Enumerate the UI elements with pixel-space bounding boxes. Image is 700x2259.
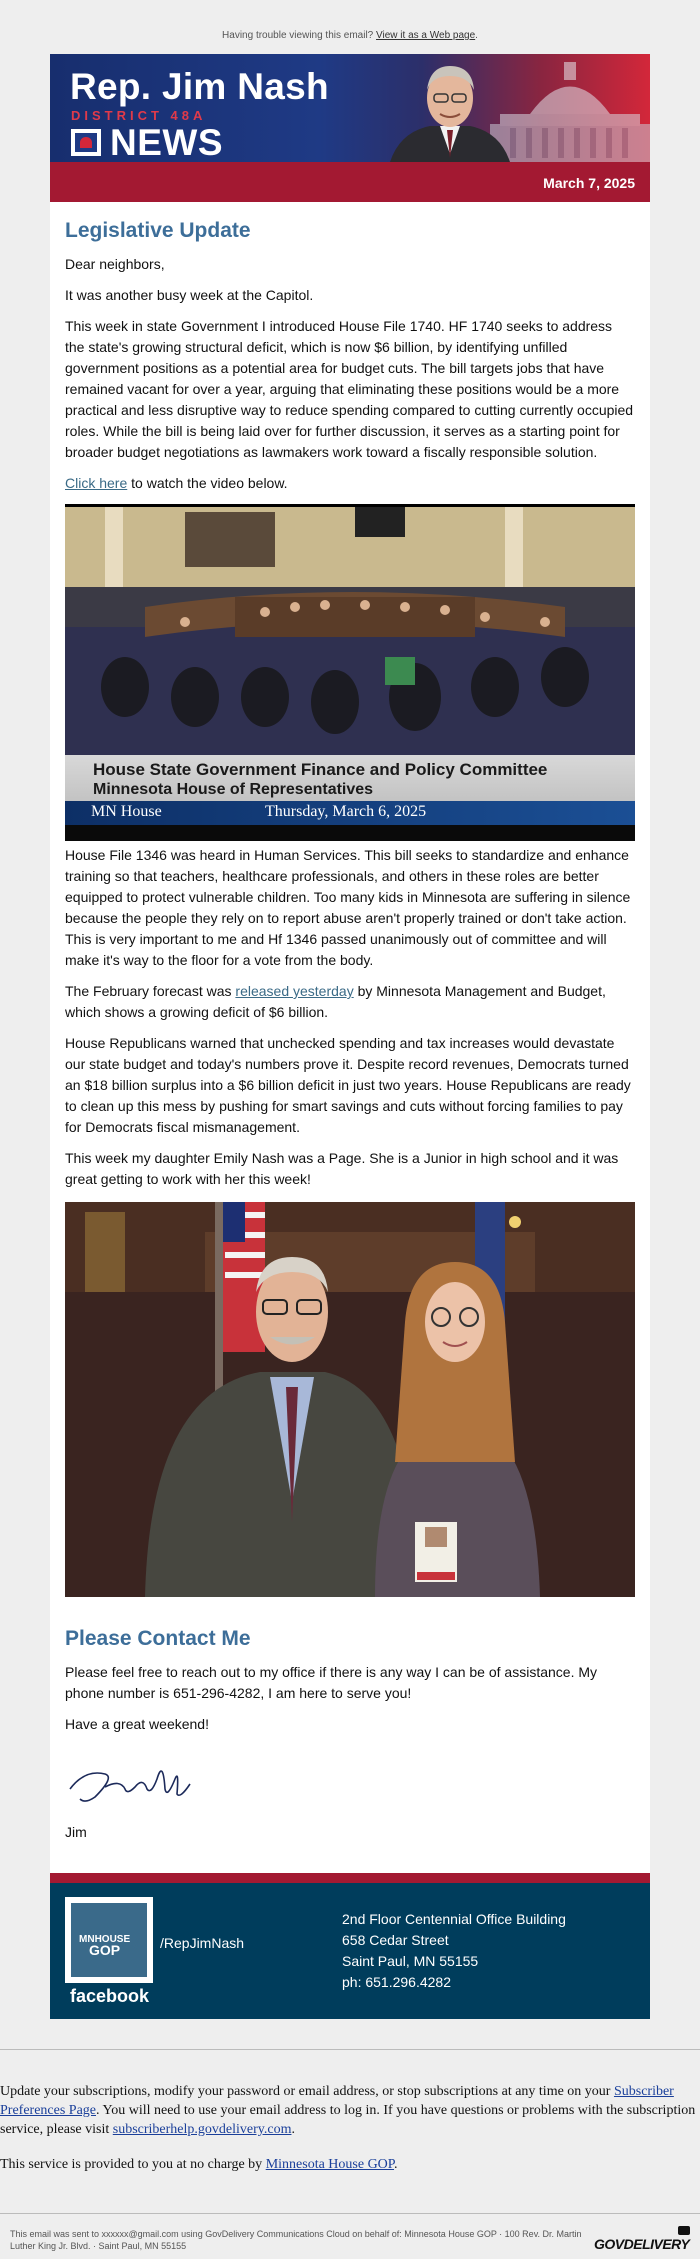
address-line-1: 2nd Floor Centennial Office Building xyxy=(342,1911,566,1927)
video-link-text: to watch the video below. xyxy=(127,475,288,491)
capitol-dome-image xyxy=(490,54,650,162)
video-date: Thursday, March 6, 2025 xyxy=(265,803,427,820)
forecast-text-b: by Minnesota Management and Budget, which shows a growing deficit of $6 billion. xyxy=(65,983,606,1020)
video-bottom-bar xyxy=(65,825,635,841)
rep-jim-nash-portrait xyxy=(390,54,510,162)
email-container xyxy=(50,54,650,2019)
legal-divider xyxy=(0,2213,700,2214)
committee-video-thumbnail[interactable] xyxy=(65,504,635,841)
service-text-a: This service is provided to you at no charge by xyxy=(0,2157,266,2172)
govdelivery-bubble-icon xyxy=(678,2226,690,2235)
header-title: Rep. Jim Nash xyxy=(70,66,329,107)
contact-paragraph: Please feel free to reach out to my office if there is any way I can be of assistance. My phone number is 651-296-4282, I am here to serve you! xyxy=(65,1664,598,1701)
subscription-text-a: Update your subscriptions, modify your password or email address, or stop subscriptions at any time on your xyxy=(0,2084,614,2099)
subscriber-help-link[interactable]: subscriberhelp.govdelivery.com xyxy=(112,2122,292,2137)
address-line-2: 658 Cedar Street xyxy=(342,1932,449,1948)
office-phone: ph: 651.296.4282 xyxy=(342,1974,451,1990)
address-line-3: Saint Paul, MN 55155 xyxy=(342,1953,479,1969)
logo-house: HOUSE xyxy=(94,1934,131,1945)
govdelivery-logo[interactable]: GOVDELIVERY xyxy=(594,2236,690,2252)
logo-text xyxy=(79,1934,130,1958)
video-link-paragraph xyxy=(65,473,635,494)
legislative-update-heading: Legislative Update xyxy=(65,219,251,242)
signature-image xyxy=(65,1749,195,1809)
video-channel: MN House xyxy=(91,803,162,820)
released-yesterday-link[interactable]: released yesterday xyxy=(235,983,354,999)
header-banner xyxy=(50,54,650,162)
video-lower-third xyxy=(65,755,635,801)
click-here-link[interactable]: Click here xyxy=(65,475,128,491)
logo-gop: GOP xyxy=(89,1942,121,1958)
greeting: Dear neighbors, xyxy=(65,256,165,272)
header-district: DISTRICT 48A xyxy=(71,108,207,123)
trouble-viewing-note xyxy=(0,0,700,54)
office-address xyxy=(342,1909,566,1993)
subscription-text-b: . You will need to use your email address to log in. If you have questions or problems with the subscription service, please visit xyxy=(0,2103,696,2137)
paragraph-house-republicans: House Republicans warned that unchecked spending and tax increases would devastate our state budget and today's numbers prove it. Despite record revenues, Democrats turned an $18 billion surplus into a $6 billion deficit in just two years. House Republicans are ready to clean up this mess by pushing for smart savings and cuts without forcing families to pay for Democrats fiscal mismanagement. xyxy=(65,1035,631,1135)
rep-nash-and-daughter-photo xyxy=(65,1202,635,1597)
service-text-b: . xyxy=(394,2157,398,2172)
office-footer xyxy=(50,1883,650,2019)
trouble-viewing-text: Having trouble viewing this email? xyxy=(222,30,377,41)
issue-date: March 7, 2025 xyxy=(50,162,650,202)
paragraph-hf1346: House File 1346 was heard in Human Services. This bill seeks to standardize and enhance training so that teachers, healthcare professionals, and others in these roles are better equipped to protect vulnerable children. Too many kids in Minnesota are suffering in silence because the people they rely on to report abuse aren't properly trained or don't take action. This is very important to me and Hf 1346 passed unanimously out of committee and will make it's way to the floor for a vote from the body. xyxy=(65,847,631,968)
weekend-paragraph: Have a great weekend! xyxy=(65,1716,209,1732)
footer-red-bar xyxy=(50,1873,650,1883)
logo-mn: MN xyxy=(79,1934,95,1945)
main-content xyxy=(50,202,650,1843)
mn-house-gop-logo[interactable] xyxy=(65,1897,153,1983)
video-committee-name: House State Government Finance and Policy Committee xyxy=(93,760,548,779)
facebook-link[interactable]: facebook xyxy=(70,1986,150,2006)
subscription-text-c: . xyxy=(291,2122,295,2137)
minnesota-house-gop-link[interactable]: Minnesota House GOP xyxy=(265,2157,395,2172)
trouble-viewing-end: . xyxy=(475,30,478,41)
contact-heading: Please Contact Me xyxy=(65,1627,251,1650)
legal-text: This email was sent to xxxxxx@gmail.com using GovDelivery Communications Cloud on behalf of: Minnesota House GOP · 100 Rev. Dr. Martin Luther King Jr. Blvd. · Saint Paul, MN 55155 xyxy=(10,2229,582,2251)
video-ticker-bar xyxy=(65,801,635,825)
facebook-handle[interactable]: /RepJimNash xyxy=(160,1935,245,1951)
header-news: NEWS xyxy=(110,122,223,162)
view-as-web-page-link[interactable]: View it as a Web page xyxy=(376,30,476,41)
paragraph-forecast xyxy=(65,981,635,1023)
committee-hearing-image xyxy=(65,507,635,757)
forecast-text-a: The February forecast was xyxy=(65,983,236,999)
mn-flag-icon xyxy=(71,129,101,156)
signoff: Jim xyxy=(65,1824,87,1840)
paragraph-hf1740: This week in state Government I introduced House File 1740. HF 1740 seeks to address the state's growing structural deficit, which is now $6 billion, by identifying unfilled government positions as a potential area for budget cuts. The bill targets jobs that have remained vacant for over a year, arguing that eliminating these positions would be a more practical and less disruptive way to reduce spending compared to cutting currently occupied roles. While the bill is being laid over for further discussion, it serves as a starting point for broader budget negotiations as lawmakers work toward a fiscally responsible solution. xyxy=(65,318,634,460)
paragraph-emily-page: This week my daughter Emily Nash was a Page. She is a Junior in high school and it was great getting to work with her this week! xyxy=(65,1150,619,1187)
service-provided-paragraph xyxy=(0,2155,700,2174)
video-chamber-name: Minnesota House of Representatives xyxy=(93,781,374,798)
subscription-notice xyxy=(0,2049,700,2174)
paragraph-busy-week: It was another busy week at the Capitol. xyxy=(65,287,314,303)
subscription-paragraph xyxy=(0,2082,700,2139)
subscriber-preferences-link[interactable]: Subscriber Preferences Page xyxy=(0,2084,674,2118)
